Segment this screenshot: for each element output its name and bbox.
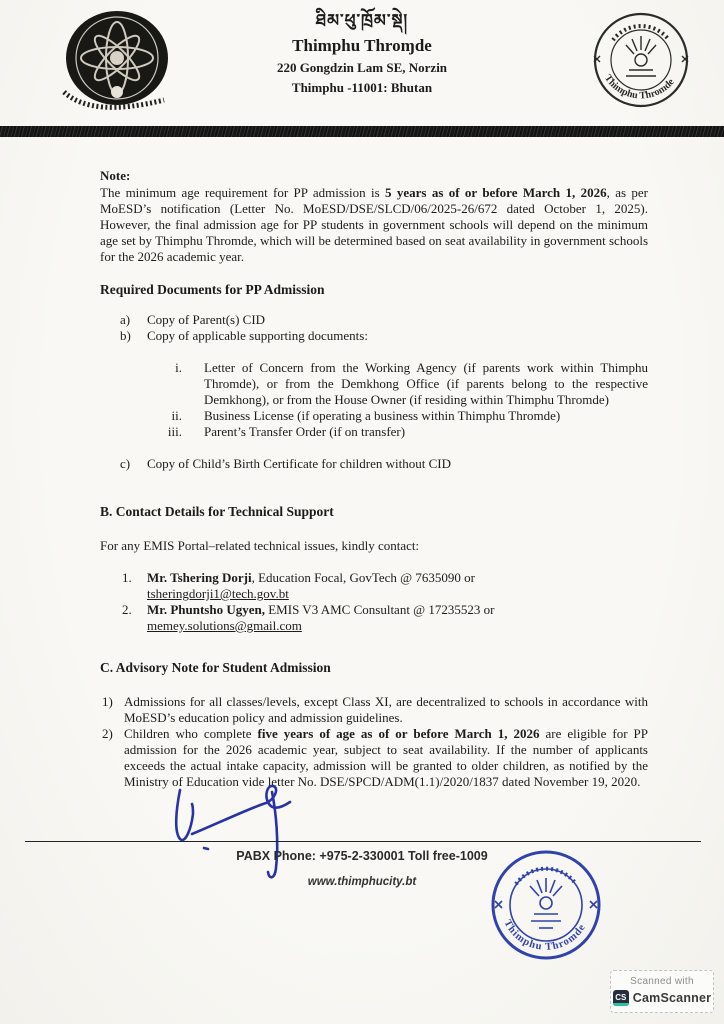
camscanner-cs-icon (613, 990, 629, 1006)
list-item-text: Letter of Concern from the Working Agency (if parents work within Thimphu Thromde), or from the Demkhong Office (if parents belong to the respective Demkhong), or from the House Owner (if residing within Thimphu Thromde) (204, 360, 648, 407)
camscanner-name-label: CamScanner (632, 991, 712, 1005)
note-text-pre: The minimum age requirement for PP admission is (100, 185, 386, 200)
seal-center-emblem (626, 36, 656, 76)
camscanner-scanned-with-label: Scanned with (630, 976, 694, 987)
footer-rule (25, 841, 701, 842)
section-c-heading: C. Advisory Note for Student Admission (100, 660, 331, 675)
list-marker: iii. (167, 424, 182, 439)
list-marker: ii. (171, 408, 182, 423)
sublist-item-iii (100, 424, 648, 440)
list-item-a (100, 312, 648, 328)
note-text-post: , as per MoESD’s notification (Letter No. MoESD/DSE/SLCD/06/2025-26/672 dated October 1, 2025). However, the final admission age for PP students in government schools will depend on the minimum age set by Thimphu Thromde, which will be determined based on seat availability in government schools for the 2026 academic year. (100, 185, 648, 264)
stamp-curved-text: Thimphu Thromde (501, 918, 589, 953)
letterhead-org-name: Thimphu Throɱde (292, 36, 432, 55)
letterhead-tibetan-title: ཐིམ་ཕུ་ཁྲོམ་སྡེ། (315, 11, 409, 30)
list-item-text: Business License (if operating a business within Thimphu Thromde) (204, 408, 561, 423)
seal-curved-text: Thimphu Thromde (602, 72, 677, 102)
camscanner-logo-row (615, 990, 712, 1006)
list-item-text: Copy of Child’s Birth Certificate for children without CID (147, 456, 452, 471)
list-marker: b) (120, 328, 131, 343)
advisory-text-bold: five years of age as of or before March 1, 2026 (257, 726, 540, 741)
contact-email: memey.solutions@gmail.com (147, 618, 302, 633)
section-b-intro: For any EMIS Portal–related technical issues, kindly contact: (100, 538, 420, 553)
camscanner-badge (610, 970, 714, 1013)
advisory-text-pre: Children who complete (124, 726, 258, 741)
contact-item-2 (100, 602, 648, 634)
advisory-item-1 (100, 694, 648, 726)
thimphu-thromde-emblem-icon (58, 8, 176, 120)
note-heading: Note: (100, 168, 131, 183)
contact-email: tsheringdorji1@tech.gov.bt (147, 586, 289, 601)
advisory-text-post: are eligible for PP admission for the 2026 academic year, subject to seat availability. If the number of applicants exceeds the actual intake capacity, admission will be granted to older children, as notified by the Ministry of Education vide letter No. DSE/SPCD/ADM(1.1)/2020/1837 dated November 19, 2020. (124, 726, 648, 789)
contact-item-1 (100, 570, 648, 602)
section-b-heading: B. Contact Details for Technical Support (100, 504, 334, 519)
seal-side-flowers (594, 56, 688, 62)
contact-text (147, 602, 648, 634)
list-item-b (100, 328, 648, 344)
list-item-text: Copy of Parent(s) CID (147, 312, 266, 327)
contact-role: , Education Focal, GovTech @ 7635090 or (251, 570, 475, 585)
note-text-bold: 5 years as of or before March 1, 2026 (385, 185, 607, 200)
letterhead-address-line1: 220 Gongdzin Lam SE, Norzin (276, 60, 448, 75)
sublist-item-i (100, 360, 648, 408)
footer-website: www.thimphucity.bt (307, 876, 417, 888)
letterhead-address-line2: Thimphu -11001: Bhutan (291, 80, 433, 95)
required-docs-heading: Required Documents for PP Admission (100, 282, 325, 297)
camscanner-cs-letters: CS (615, 993, 627, 1002)
list-marker: c) (120, 456, 131, 471)
contact-name: Mr. Tshering Dorji (147, 570, 252, 585)
list-marker: a) (120, 312, 131, 327)
advisory-text-pre: Admissions for all classes/levels, except Class XI, are decentralized to schools in accordance with MoESD’s education policy and admission guidelines. (124, 694, 648, 725)
emblem-center (110, 51, 124, 65)
list-item-text: Copy of applicable supporting documents: (147, 328, 368, 343)
thimphu-thromde-stamp-icon (487, 846, 605, 968)
contact-text (147, 570, 648, 602)
header-separator-bar (0, 126, 724, 137)
contact-name: Mr. Phuntsho Ugyen, (147, 602, 265, 617)
note-paragraph (100, 185, 648, 265)
list-marker: 1. (122, 570, 132, 585)
list-marker: 1) (102, 694, 113, 709)
letter-body (100, 162, 648, 790)
list-item-text: Parent’s Transfer Order (if on transfer) (204, 424, 406, 439)
sublist-item-ii (100, 408, 648, 424)
list-item-c (100, 456, 648, 472)
list-marker: 2) (102, 726, 113, 741)
camscanner-icon-teal-strip (613, 1003, 629, 1006)
thimphu-thromde-seal-icon (582, 10, 700, 116)
advisory-text (124, 694, 648, 726)
emblem-lotus (111, 86, 123, 98)
list-marker: 2. (122, 602, 132, 617)
letterhead (192, 8, 532, 98)
footer-phone-line: PABX Phone: +975-2-330001 Toll free-1009 (236, 849, 488, 863)
list-marker: i. (175, 360, 182, 375)
contact-role: EMIS V3 AMC Consultant @ 17235523 or (264, 602, 495, 617)
stamp-center-emblem (530, 878, 562, 928)
